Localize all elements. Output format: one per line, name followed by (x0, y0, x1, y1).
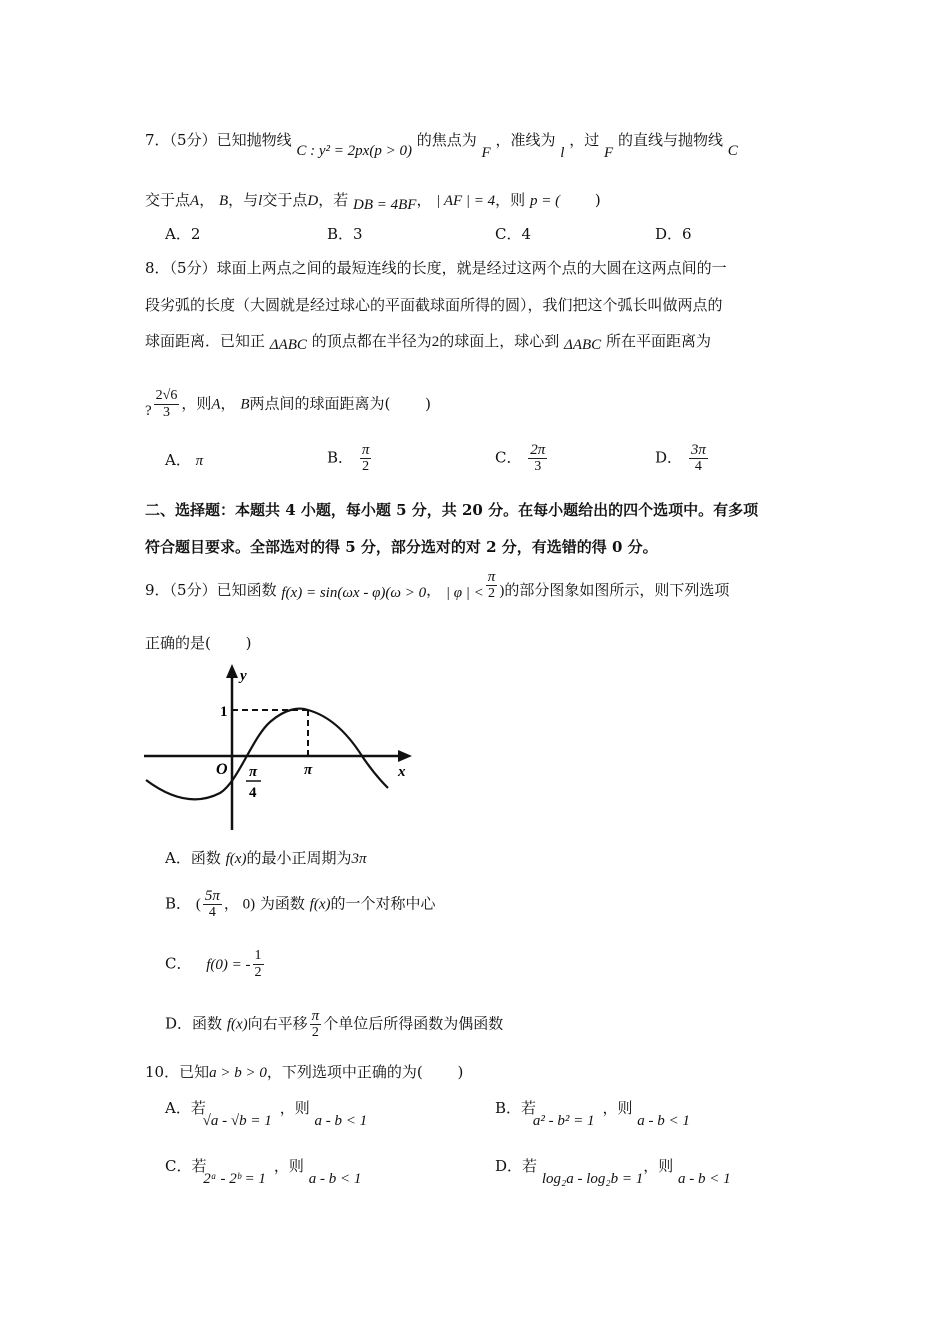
q7-focus: F (481, 145, 491, 161)
q9-text: 正确的是( (145, 634, 211, 652)
q8-option-b-frac (360, 442, 372, 475)
q7-option-d: D．6 (655, 225, 692, 243)
pi-over-4-den: 4 (249, 785, 257, 801)
frac-den: 3 (534, 459, 542, 474)
q9-function: f(x) = sin(ωx - φ)(ω > 0 (281, 585, 427, 601)
q7-af-eq: | AF | = 4 (436, 193, 496, 209)
y-axis-label: y (240, 668, 247, 684)
option-text: 函数 (192, 1014, 223, 1033)
option-text: 个单位后所得函数为偶函数 (323, 1014, 504, 1033)
q9-score: （5分） (169, 581, 217, 599)
option-math: ( (195, 896, 201, 913)
q10-text: ，下列选项中正确的为( (266, 1063, 423, 1081)
option-text: ，则 (279, 1099, 310, 1117)
option-math: f(x) (226, 1016, 248, 1033)
q7-point-d: D (307, 193, 319, 209)
q9-option-c (165, 948, 266, 981)
q7-focus-2: F (604, 145, 614, 161)
q7-vector-eq: DB = 4BF (352, 197, 417, 213)
option-label: D． (495, 1157, 523, 1175)
section2-line1: 二、选择题：本题共 4 小题，每小题 5 分，共 20 分。在每小题给出的四个选项中。有多项 (145, 501, 759, 519)
frac-den: 2 (254, 965, 262, 980)
option-text: 的一个对称中心 (330, 894, 436, 913)
option-text: 为函数 (259, 894, 305, 913)
q7-point-a: A (190, 193, 200, 209)
option-text: 若 (191, 1157, 207, 1175)
q7-parabola-eq: C : y² = 2px(p > 0) (296, 143, 412, 159)
frac-den: 4 (208, 905, 216, 920)
option-label: C． (165, 1157, 192, 1175)
q9-number: 9． (145, 581, 170, 599)
q8-line3 (145, 331, 711, 352)
option-math: f(x) (225, 851, 247, 867)
q8-text: 的顶点都在半径为 (311, 332, 432, 350)
option-text: 若 (522, 1157, 538, 1175)
y-axis-arrow-icon (226, 664, 238, 678)
frac-den: 2 (362, 459, 370, 474)
q7-text: ，与 (228, 191, 259, 209)
frac-num: 5π (204, 888, 220, 904)
option-label: B． (327, 448, 354, 467)
q7-directrix: l (560, 145, 565, 161)
q10-number: 10． (145, 1063, 180, 1081)
q10-option-c (165, 1156, 362, 1187)
q7-score: （5分） (169, 131, 217, 149)
q10-option-d (495, 1156, 731, 1187)
option-math: 3π (351, 851, 367, 867)
option-label: A． (165, 451, 191, 469)
option-label: D． (165, 1014, 193, 1033)
q7-text: 交于点 (145, 191, 191, 209)
q7-text: 交于点 (262, 191, 308, 209)
q7-line2: 交于点A， B，与l交于点D，若 DB = 4BF， | AF | = 4，则 p = ( ) (145, 191, 601, 213)
q7-p: p = ( (529, 193, 561, 209)
q8-text: 的球面上，球心到 (439, 332, 560, 350)
q10-condition: a > b > 0 (209, 1065, 267, 1081)
q8-paren: ) (425, 394, 431, 413)
frac-num: 3π (690, 442, 706, 458)
option-math: a - b < 1 (314, 1113, 368, 1129)
q10-option-a (165, 1098, 368, 1129)
q8-option-d (655, 442, 710, 475)
q9-text: 已知函数 (216, 581, 277, 599)
option-math: a² - b² = 1 (532, 1113, 595, 1129)
x-axis-arrow-icon (398, 750, 412, 762)
option-math: ， 0) (223, 896, 256, 913)
frac-num: 2π (530, 442, 546, 458)
q8-triangle: ΔABC (269, 337, 307, 353)
option-math: a - b < 1 (308, 1171, 362, 1187)
option-text: 函数 (190, 849, 221, 867)
q8-distance-num: 2√6 (155, 388, 178, 403)
q9-option-a (165, 848, 367, 869)
option-text: 的最小正周期为 (246, 849, 352, 867)
q9-sine-graph (140, 660, 420, 835)
q7-curve: C (727, 143, 738, 159)
q7-option-c: C．4 (495, 225, 532, 243)
q8-line4: ? $\frac{2√6}{3}$ ，则A， B两点间的球面距离为( ) (145, 388, 431, 420)
q7-directrix-2: l (258, 193, 263, 209)
section2-line2: 符合题目要求。全部选对的得 5 分，部分选对的对 2 分，有选错的得 0 分。 (145, 538, 658, 556)
option-math: 2ᵃ - 2ᵇ = 1 (203, 1171, 266, 1187)
option-text: 向右平移 (247, 1014, 308, 1033)
q7-paren: ) (594, 191, 601, 209)
origin-label: O (216, 761, 228, 778)
frac-num: π (361, 442, 370, 458)
q9-line2 (145, 633, 252, 653)
option-math: a - b < 1 (637, 1113, 690, 1129)
q8-distance-den: 3 (163, 405, 171, 420)
q9-option-b-frac (203, 888, 222, 921)
q8-text: 两点间的球面距离为( (249, 394, 391, 413)
q8-line1 (145, 258, 727, 278)
option-label: C． (495, 448, 522, 467)
q8-option-b (327, 442, 373, 475)
option-text: ，则 (643, 1157, 674, 1175)
option-label: B． (165, 894, 192, 913)
option-label: D． (655, 448, 683, 467)
q8-option-d-frac (689, 442, 708, 475)
q8-text: 球面距离．已知正 (145, 332, 266, 350)
option-label: A． (165, 1099, 191, 1117)
q9-option-b (165, 888, 436, 921)
q8-text: ，则 (181, 394, 212, 413)
q8-triangle-2: ΔABC (564, 337, 602, 353)
q8-text: 球面上两点之间的最短连线的长度，就是经过这两个点的大圆在这两点间的一 (216, 259, 727, 277)
q9-paren: ) (499, 583, 505, 599)
frac-den: 4 (694, 459, 702, 474)
q8-option-c-frac (528, 442, 547, 475)
frac-num: π (487, 568, 496, 585)
q9-paren: ) (245, 634, 252, 652)
q9-phi-cond: | φ | < (445, 585, 484, 601)
option-math: f(0) = - (206, 956, 251, 973)
q8-point-a: A (211, 396, 221, 413)
q9-option-d (165, 1008, 503, 1041)
q8-score: （5分） (169, 259, 217, 277)
q9-option-d-frac (310, 1008, 322, 1041)
pi-over-4-num: π (249, 764, 258, 780)
option-math: √a - √b = 1 (202, 1113, 272, 1129)
q8-option-a (165, 450, 203, 471)
option-label: B． (495, 1099, 522, 1117)
q7-text: 的焦点为 (416, 131, 477, 149)
option-math: log₂a - log₂b = 1 (541, 1171, 644, 1187)
q7-text: ，则 (495, 191, 526, 209)
frac-den: 2 (311, 1025, 319, 1040)
option-text: ，则 (273, 1157, 304, 1175)
option-math: f(x) (309, 896, 331, 913)
q7-text: 的直线与抛物线 (617, 131, 723, 149)
q10-text: 已知 (179, 1063, 210, 1081)
q8-point-b: B (240, 396, 250, 413)
q7-option-b: B．3 (327, 225, 363, 243)
q7-number: 7． (145, 131, 170, 149)
q10-option-b (495, 1098, 690, 1129)
q7-text: 已知抛物线 (216, 131, 292, 149)
q7-option-a: A．2 (165, 225, 201, 243)
option-value: π (195, 453, 204, 469)
q9-text: ， (426, 581, 442, 599)
q9-option-c-frac (253, 948, 264, 981)
q9-text: 的部分图象如图所示，则下列选项 (504, 581, 730, 599)
frac-num: 1 (254, 948, 262, 963)
q8-question-mark: ? (145, 402, 152, 419)
q8-option-c (495, 442, 549, 475)
q9-phi-frac (486, 569, 498, 602)
option-text: 若 (190, 1099, 206, 1117)
q7-text: ，若 (318, 191, 349, 209)
q8-line2: 段劣弧的长度（大圆就是经过球心的平面截球面所得的圆），我们把这个弧长叫做两点的 (145, 296, 723, 314)
pi-label: π (304, 762, 313, 778)
q8-distance-frac (154, 388, 180, 421)
q10-paren: ) (457, 1063, 464, 1081)
option-math: a - b < 1 (678, 1171, 731, 1187)
q7-text: ，准线为 (495, 131, 556, 149)
q10-line1 (145, 1062, 463, 1083)
frac-num: π (311, 1008, 320, 1024)
option-label: A． (165, 849, 191, 867)
q8-number: 8． (145, 259, 170, 277)
q7-point-b: B (218, 193, 229, 209)
y-one-label: 1 (220, 704, 228, 720)
sine-curve (146, 709, 388, 800)
q7-text: ，过 (569, 131, 600, 149)
q8-radius: 2 (431, 334, 440, 350)
q7-line1 (145, 130, 738, 161)
q8-text: 所在平面距离为 (605, 332, 711, 350)
option-text: ，则 (602, 1099, 633, 1117)
q9-line1 (145, 568, 730, 602)
frac-den: 2 (488, 585, 496, 601)
x-axis-label: x (398, 764, 406, 780)
option-text: 若 (521, 1099, 537, 1117)
option-label: C． (165, 954, 192, 973)
